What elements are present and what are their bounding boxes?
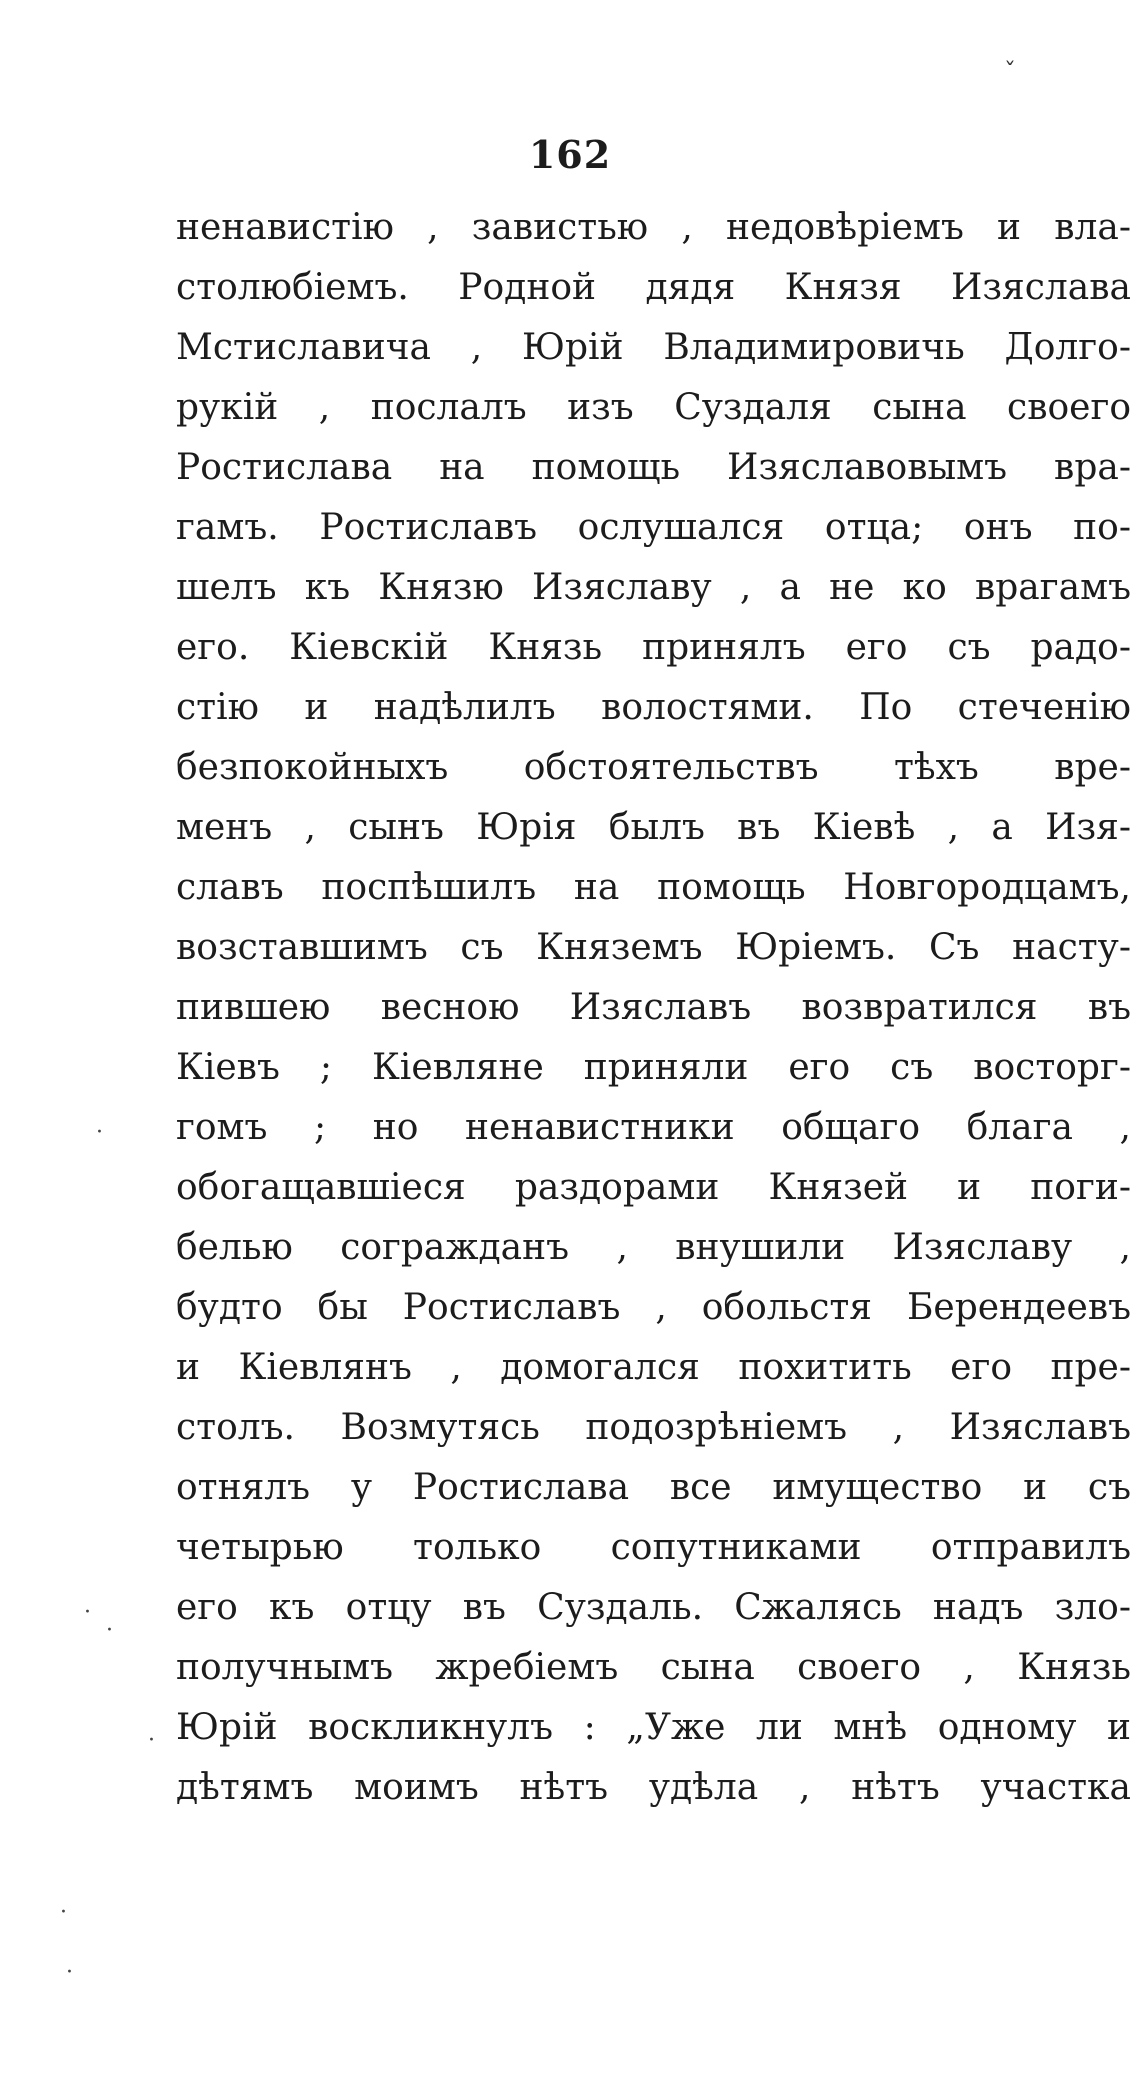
body-text [176, 198, 1131, 1818]
scan-speck: · [84, 1600, 91, 1625]
text-line: Кіевъ ; Кіевляне приняли его съ восторг- [176, 1047, 1131, 1088]
scan-speck: · [148, 1728, 155, 1753]
text-line: белью согражданъ , внушили Изяславу , [176, 1227, 1131, 1268]
text-line: славъ поспѣшилъ на помощь Новгородцамъ, [176, 867, 1131, 908]
scan-speck: · [106, 1618, 113, 1643]
text-line: Ростислава на помощь Изяславовымъ вра- [176, 447, 1131, 488]
text-line: будто бы Ростиславъ , обольстя Берендеевъ [176, 1287, 1131, 1328]
text-line: получнымъ жребіемъ сына своего , Князь [176, 1647, 1131, 1688]
scan-speck: · [60, 1900, 67, 1925]
text-line: столъ. Возмутясь подозрѣніемъ , Изяславъ [176, 1407, 1131, 1448]
text-line: рукій , послалъ изъ Суздаля сына своего [176, 387, 1131, 428]
text-line: менъ , сынъ Юрія былъ въ Кіевѣ , а Изя- [176, 807, 1131, 848]
text-line: и Кіевлянъ , домогался похитить его пре- [176, 1347, 1131, 1388]
text-line: шелъ къ Князю Изяславу , а не ко врагамъ [176, 567, 1131, 608]
text-line: четырью только сопутниками отправилъ [176, 1527, 1131, 1568]
text-line: обогащавшіеся раздорами Князей и поги- [176, 1167, 1131, 1208]
text-line: отнялъ у Ростислава все имущество и съ [176, 1467, 1131, 1508]
page-number: 162 [528, 132, 612, 177]
text-line: Мстиславича , Юрій Владимировичь Долго- [176, 327, 1131, 368]
text-line: стію и надѣлилъ волостями. По стеченію [176, 687, 1131, 728]
text-line: столюбіемъ. Родной дядя Князя Изяслава [176, 267, 1131, 308]
scan-speck: · [96, 1120, 103, 1145]
text-line: дѣтямъ моимъ нѣтъ удѣла , нѣтъ участка [176, 1767, 1131, 1808]
text-line: его. Кіевскій Князь принялъ его съ радо- [176, 627, 1131, 668]
text-line: возставшимъ съ Княземъ Юріемъ. Съ насту- [176, 927, 1131, 968]
text-line: гомъ ; но ненавистники общаго блага , [176, 1107, 1131, 1148]
corner-mark: ˇ [1004, 58, 1016, 86]
text-line: его къ отцу въ Суздаль. Сжалясь надъ зло- [176, 1587, 1131, 1628]
text-line: ненавистію , завистью , недовѣріемъ и вла- [176, 207, 1131, 248]
text-line: Юрій воскликнулъ : „Уже ли мнѣ одному и [176, 1707, 1131, 1748]
text-line: безпокойныхъ обстоятельствъ тѣхъ вре- [176, 747, 1131, 788]
text-line: гамъ. Ростиславъ ослушался отца; онъ по- [176, 507, 1131, 548]
scan-speck: · [66, 1960, 73, 1985]
text-line: пившею весною Изяславъ возвратился въ [176, 987, 1131, 1028]
